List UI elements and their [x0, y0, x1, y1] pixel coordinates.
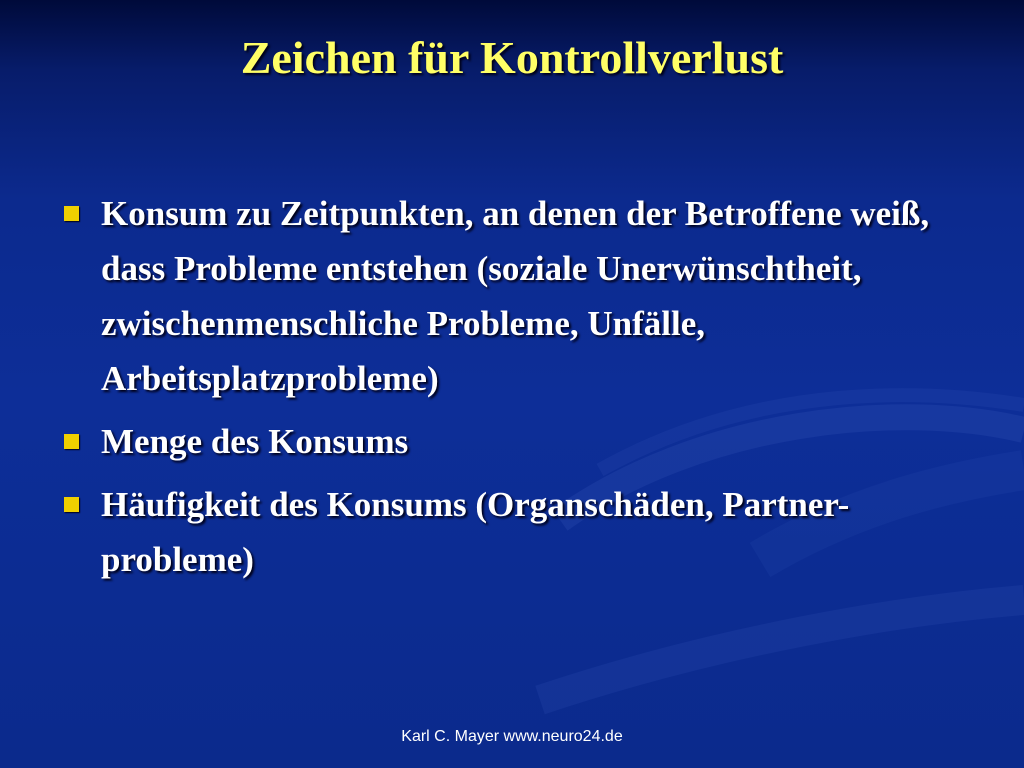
bullet-text: Häufigkeit des Konsums (Organschäden, Partner-probleme)	[101, 485, 850, 579]
bullet-item-kontrollverlust-zeitpunkt	[62, 186, 962, 406]
bullet-text: Menge des Konsums	[101, 422, 409, 461]
bullet-item-haeufigkeit	[62, 477, 962, 587]
square-bullet-icon	[64, 497, 79, 512]
square-bullet-icon	[64, 434, 79, 449]
square-bullet-icon	[64, 206, 79, 221]
bullet-text: Konsum zu Zeitpunkten, an denen der Betroffene weiß, dass Probleme entstehen (soziale Unerwünschtheit, zwischenmenschliche Probleme, Unfälle, Arbeitsplatzprobleme)	[101, 194, 930, 398]
bullet-list	[62, 186, 962, 595]
slide-footer: Karl C. Mayer www.neuro24.de	[401, 728, 623, 745]
slide-title: Zeichen für Kontrollverlust	[240, 32, 784, 83]
bullet-item-menge	[62, 414, 962, 469]
